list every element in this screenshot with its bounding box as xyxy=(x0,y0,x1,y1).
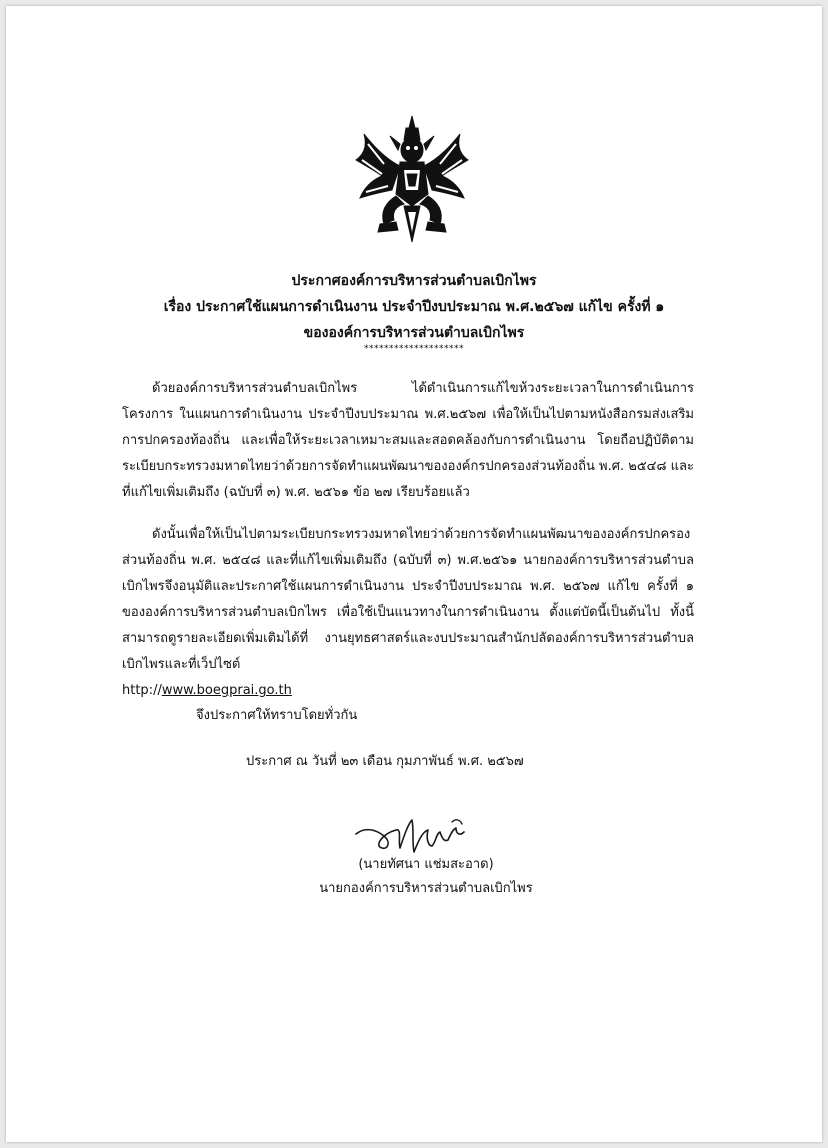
website-link[interactable]: www.boegprai.go.th xyxy=(161,683,292,698)
announcement-date: ประกาศ ณ วันที่ ๒๓ เดือน กุมภาพันธ์ พ.ศ. ๒๕๖๗ xyxy=(246,754,524,769)
signer-position: นายกองค์การบริหารส่วนตำบลเบิกไพร xyxy=(319,881,533,896)
announcement-header xyxy=(6,268,822,354)
announcement-subject: เรื่อง ประกาศใช้แผนการดำเนินงาน ประจำปีงบประมาณ พ.ศ.๒๕๖๗ แก้ไข ครั้งที่ ๑ xyxy=(163,299,665,315)
paragraph-1-text: ด้วยองค์การบริหารส่วนตำบลเบิกไพร ได้ดำเนินการแก้ไขห้วงระยะเวลาในการดำเนินการโครงการ ในแผนการดำเนินงาน ประจำปีงบประมาณ พ.ศ.๒๕๖๗ เพื่อให้เป็นไปตามหนังสือกรมส่งเสริมการปกครองท้องถิ่น และเพื่อให้ระยะเวลาเหมาะสมและสอดคล้องกับการดำเนินงาน โดยถือปฏิบัติตามระเบียบกระทรวงมหาดไทยว่าด้วยการจัดทำแผนพัฒนาขององค์กรปกครองส่วนท้องถิ่น พ.ศ. ๒๕๔๘ และที่แก้ไขเพิ่มเติมถึง (ฉบับที่ ๓) พ.ศ. ๒๕๖๑ ข้อ ๒๗ เรียบร้อยแล้ว xyxy=(122,381,694,500)
garuda-emblem-icon xyxy=(354,114,470,244)
document-page xyxy=(6,6,822,1142)
separator-stars: ******************** xyxy=(364,344,464,354)
announce-text: จึงประกาศให้ทราบโดยทั่วกัน xyxy=(196,708,358,723)
website-prefix: http:// xyxy=(122,683,162,698)
announcement-subject-line2: ขององค์การบริหารส่วนตำบลเบิกไพร xyxy=(303,325,525,341)
announcement-title: ประกาศองค์การบริหารส่วนตำบลเบิกไพร xyxy=(291,273,537,289)
body-paragraph-2 xyxy=(122,522,694,704)
body-paragraph-1 xyxy=(122,376,694,506)
signer-name: (นายทัศนา แช่มสะอาด) xyxy=(358,857,494,872)
paragraph-2-text: ดังนั้นเพื่อให้เป็นไปตามระเบียบกระทรวงมหาดไทยว่าด้วยการจัดทำแผนพัฒนาขององค์กรปกครองส่วนท้องถิ่น พ.ศ. ๒๕๔๘ และที่แก้ไขเพิ่มเติมถึง (ฉบับที่ ๓) พ.ศ.๒๕๖๑ นายกองค์การบริหารส่วนตำบลเบิกไพรจึงอนุมัติและประกาศใช้แผนการดำเนินงาน ประจำปีงบประมาณ พ.ศ. ๒๕๖๗ แก้ไข ครั้งที่ ๑ ขององค์การบริหารส่วนตำบลเบิกไพร เพื่อใช้เป็นแนวทางในการดำเนินงาน ตั้งแต่บัดนี้เป็นต้นไป ทั้งนี้ สามารถดูรายละเอียดเพิ่มเติมได้ที่ งานยุทธศาสตร์และงบประมาณสำนักปลัดองค์การบริหารส่วนตำบลเบิกไพรและที่เว็ปไซต์ xyxy=(122,527,694,672)
